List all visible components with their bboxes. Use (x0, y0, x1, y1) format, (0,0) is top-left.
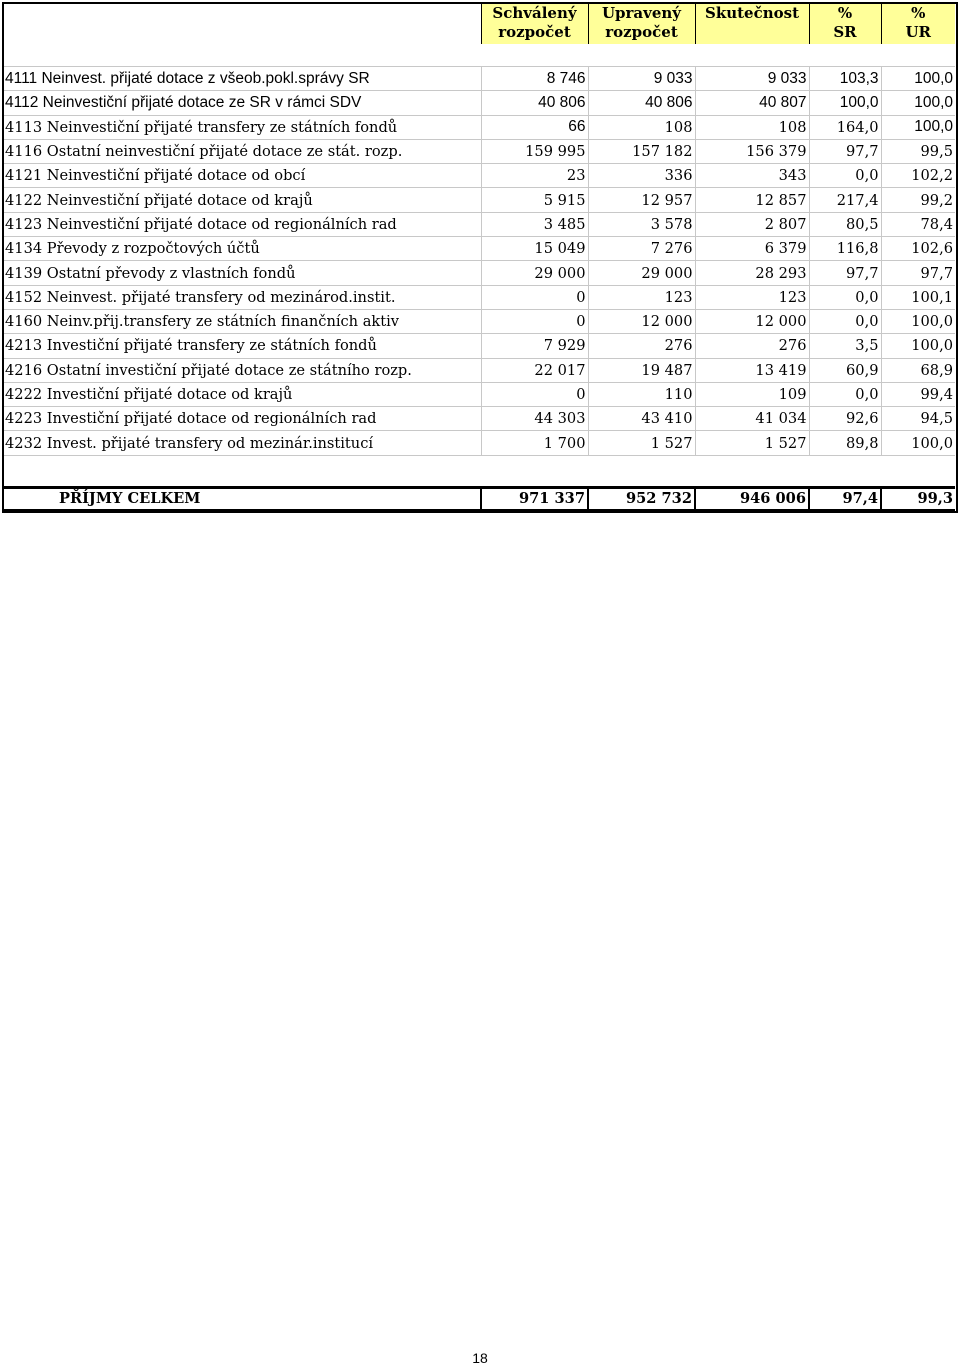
total-row (3, 487, 955, 510)
percent-ur-cell: 100,0 (881, 334, 955, 358)
table-row (3, 237, 955, 261)
percent-ur-cell: 100,0 (881, 431, 955, 455)
approved-budget-cell: 29 000 (481, 261, 588, 285)
page-number: 18 (472, 1350, 488, 1366)
percent-sr-cell: 0,0 (809, 285, 881, 309)
actual-cell: 156 379 (695, 139, 809, 163)
row-label: 4116 Ostatní neinvestiční přijaté dotace ze stát. rozp. (3, 139, 481, 163)
actual-cell: 343 (695, 164, 809, 188)
adjusted-budget-cell: 108 (588, 115, 695, 139)
row-label: 4232 Invest. přijaté transfery od mezinár.institucí (3, 431, 481, 455)
adjusted-budget-cell: 123 (588, 285, 695, 309)
percent-sr-cell: 103,3 (809, 67, 881, 91)
actual-cell: 1 527 (695, 431, 809, 455)
percent-ur-cell: 100,0 (881, 115, 955, 139)
total-label: PŘÍJMY CELKEM (3, 487, 481, 510)
approved-budget-cell: 66 (481, 115, 588, 139)
budget-income-table (3, 3, 955, 512)
table-row (3, 139, 955, 163)
actual-cell: 9 033 (695, 67, 809, 91)
approved-budget-cell: 23 (481, 164, 588, 188)
percent-ur-cell: 78,4 (881, 212, 955, 236)
percent-ur-cell: 102,6 (881, 237, 955, 261)
actual-cell: 12 000 (695, 309, 809, 333)
row-label: 4123 Neinvestiční přijaté dotace od regionálních rad (3, 212, 481, 236)
approved-budget-cell: 7 929 (481, 334, 588, 358)
approved-budget-cell: 44 303 (481, 407, 588, 431)
row-label: 4112 Neinvestiční přijaté dotace ze SR v rámci SDV (3, 91, 481, 115)
table-body (3, 44, 955, 510)
header-percent-sr: % SR (809, 3, 881, 44)
table-row (3, 164, 955, 188)
percent-sr-cell: 0,0 (809, 382, 881, 406)
row-label: 4139 Ostatní převody z vlastních fondů (3, 261, 481, 285)
approved-budget-cell: 0 (481, 382, 588, 406)
percent-sr-cell: 100,0 (809, 91, 881, 115)
adjusted-budget-cell: 157 182 (588, 139, 695, 163)
table-row (3, 115, 955, 139)
table-row (3, 285, 955, 309)
actual-cell: 108 (695, 115, 809, 139)
adjusted-budget-cell: 1 527 (588, 431, 695, 455)
table-row (3, 188, 955, 212)
percent-ur-cell: 99,4 (881, 382, 955, 406)
percent-sr-cell: 80,5 (809, 212, 881, 236)
percent-sr-cell: 89,8 (809, 431, 881, 455)
row-label: 4113 Neinvestiční přijaté transfery ze státních fondů (3, 115, 481, 139)
actual-cell: 6 379 (695, 237, 809, 261)
percent-ur-cell: 100,0 (881, 309, 955, 333)
percent-sr-cell: 0,0 (809, 164, 881, 188)
percent-sr-cell: 116,8 (809, 237, 881, 261)
row-label: 4213 Investiční přijaté transfery ze státních fondů (3, 334, 481, 358)
row-label: 4222 Investiční přijaté dotace od krajů (3, 382, 481, 406)
approved-budget-cell: 1 700 (481, 431, 588, 455)
percent-ur-cell: 99,5 (881, 139, 955, 163)
row-label: 4134 Převody z rozpočtových účtů (3, 237, 481, 261)
percent-ur-cell: 68,9 (881, 358, 955, 382)
total-percent-ur: 99,3 (881, 487, 955, 510)
percent-ur-cell: 94,5 (881, 407, 955, 431)
actual-cell: 40 807 (695, 91, 809, 115)
total-actual: 946 006 (695, 487, 809, 510)
approved-budget-cell: 5 915 (481, 188, 588, 212)
table-row (3, 334, 955, 358)
percent-ur-cell: 100,0 (881, 67, 955, 91)
approved-budget-cell: 3 485 (481, 212, 588, 236)
adjusted-budget-cell: 19 487 (588, 358, 695, 382)
adjusted-budget-cell: 43 410 (588, 407, 695, 431)
table-row (3, 382, 955, 406)
percent-ur-cell: 99,2 (881, 188, 955, 212)
adjusted-budget-cell: 110 (588, 382, 695, 406)
percent-sr-cell: 60,9 (809, 358, 881, 382)
total-approved: 971 337 (481, 487, 588, 510)
adjusted-budget-cell: 7 276 (588, 237, 695, 261)
actual-cell: 109 (695, 382, 809, 406)
actual-cell: 276 (695, 334, 809, 358)
table-row (3, 91, 955, 115)
approved-budget-cell: 40 806 (481, 91, 588, 115)
blank-row (3, 455, 955, 487)
table-row (3, 212, 955, 236)
adjusted-budget-cell: 3 578 (588, 212, 695, 236)
row-label: 4223 Investiční přijaté dotace od regionálních rad (3, 407, 481, 431)
adjusted-budget-cell: 40 806 (588, 91, 695, 115)
table-row (3, 67, 955, 91)
actual-cell: 41 034 (695, 407, 809, 431)
percent-sr-cell: 0,0 (809, 309, 881, 333)
percent-ur-cell: 102,2 (881, 164, 955, 188)
header-percent-ur: % UR (881, 3, 955, 44)
header-adjusted-budget: Upravený rozpočet (588, 3, 695, 44)
table-row (3, 309, 955, 333)
percent-sr-cell: 92,6 (809, 407, 881, 431)
actual-cell: 13 419 (695, 358, 809, 382)
header-actual: Skutečnost (695, 3, 809, 44)
adjusted-budget-cell: 29 000 (588, 261, 695, 285)
percent-sr-cell: 164,0 (809, 115, 881, 139)
row-label: 4111 Neinvest. přijaté dotace z všeob.pokl.správy SR (3, 67, 481, 91)
percent-ur-cell: 100,0 (881, 91, 955, 115)
adjusted-budget-cell: 9 033 (588, 67, 695, 91)
row-label: 4216 Ostatní investiční přijaté dotace ze státního rozp. (3, 358, 481, 382)
percent-sr-cell: 97,7 (809, 139, 881, 163)
actual-cell: 28 293 (695, 261, 809, 285)
approved-budget-cell: 0 (481, 285, 588, 309)
total-percent-sr: 97,4 (809, 487, 881, 510)
approved-budget-cell: 159 995 (481, 139, 588, 163)
actual-cell: 2 807 (695, 212, 809, 236)
approved-budget-cell: 8 746 (481, 67, 588, 91)
actual-cell: 12 857 (695, 188, 809, 212)
header-approved-budget: Schválený rozpočet (481, 3, 588, 44)
adjusted-budget-cell: 336 (588, 164, 695, 188)
row-label: 4121 Neinvestiční přijaté dotace od obcí (3, 164, 481, 188)
table-row (3, 431, 955, 455)
approved-budget-cell: 22 017 (481, 358, 588, 382)
spacer-row (3, 44, 955, 67)
percent-sr-cell: 97,7 (809, 261, 881, 285)
table-row (3, 261, 955, 285)
percent-sr-cell: 217,4 (809, 188, 881, 212)
table-row (3, 358, 955, 382)
row-label: 4160 Neinv.přij.transfery ze státních finančních aktiv (3, 309, 481, 333)
table-row (3, 407, 955, 431)
adjusted-budget-cell: 276 (588, 334, 695, 358)
adjusted-budget-cell: 12 000 (588, 309, 695, 333)
row-label: 4152 Neinvest. přijaté transfery od mezinárod.instit. (3, 285, 481, 309)
approved-budget-cell: 0 (481, 309, 588, 333)
actual-cell: 123 (695, 285, 809, 309)
row-label: 4122 Neinvestiční přijaté dotace od krajů (3, 188, 481, 212)
adjusted-budget-cell: 12 957 (588, 188, 695, 212)
header-row (3, 3, 955, 44)
header-label-blank (3, 3, 481, 44)
approved-budget-cell: 15 049 (481, 237, 588, 261)
percent-sr-cell: 3,5 (809, 334, 881, 358)
total-adjusted: 952 732 (588, 487, 695, 510)
percent-ur-cell: 97,7 (881, 261, 955, 285)
percent-ur-cell: 100,1 (881, 285, 955, 309)
